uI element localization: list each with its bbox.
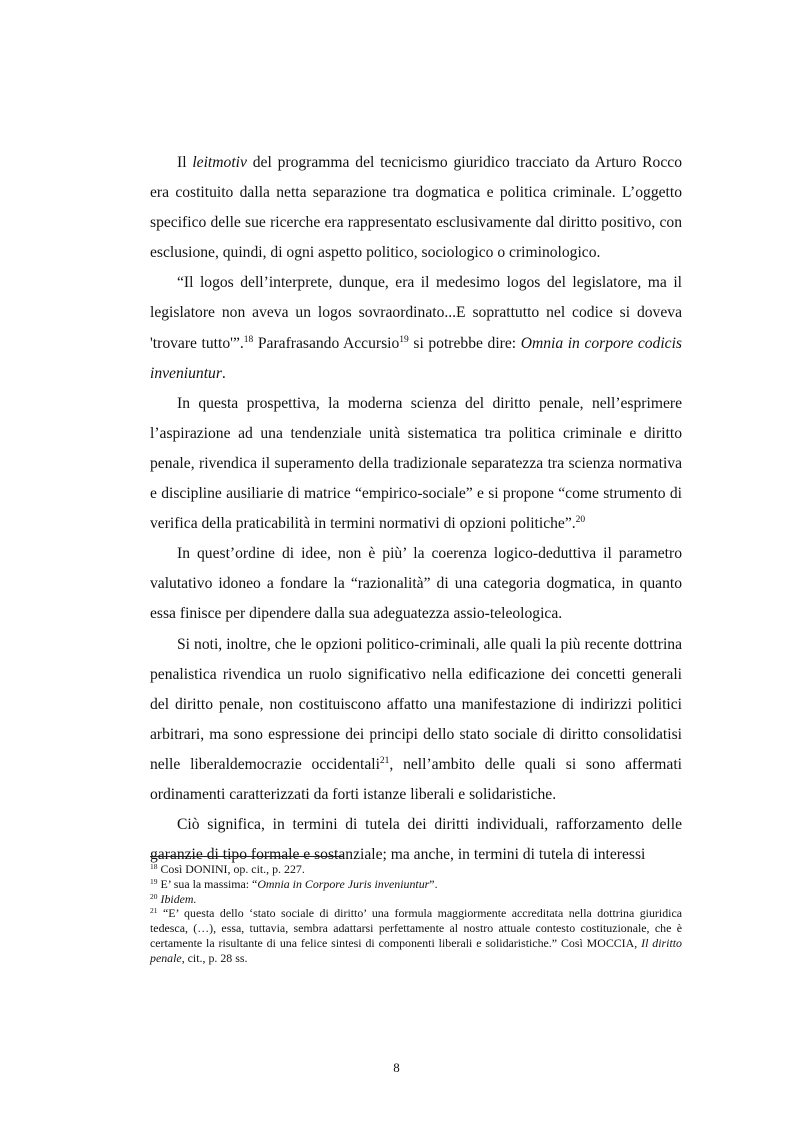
footnote-italic: Ibidem. — [160, 891, 197, 906]
footnote-20 — [150, 892, 682, 907]
footnote-number: 21 — [150, 906, 158, 916]
footnote-19 — [150, 877, 682, 892]
footnote-text: Così DONINI, op. cit., p. 227. — [157, 862, 305, 876]
text-run: In quest’ordine di idee, non è più’ la coerenza logico-deduttiva il parametro valutativo idoneo a fondare la “razionalità” di una categoria dogmatica, in quanto essa finisce per dipendere dalla sua adeguatezza assio-teleologica. — [150, 545, 682, 623]
paragraph-3 — [150, 389, 682, 539]
paragraph-4 — [150, 539, 682, 629]
footnote-ref-18[interactable]: 18 — [243, 334, 254, 345]
body-text — [150, 148, 682, 870]
footnote-text: “E’ questa dello ‘stato sociale di diritto’ una formula maggiormente accreditata nella dottrina giuridica tedesca, (…), essa, tuttavia, sembra adattarsi perfettamente al nostro attuale contesto costituzionale, che è certamente la risultante di una felice sintesi di componenti liberali e solidaristiche.” Così MOCCIA, — [150, 906, 682, 950]
text-run: . — [221, 364, 226, 382]
footnotes — [150, 862, 682, 966]
text-run: Ciò significa, in termini di tutela dei diritti individuali, rafforzamento delle garanzie di tipo formale e sostanziale; ma anche, in termini di tutela di interessi — [150, 816, 682, 864]
footnote-text: E’ sua la massima: “ — [157, 876, 258, 891]
text-run: del programma del tecnicismo giuridico tracciato da Arturo Rocco era costituito dalla netta separazione tra dogmatica e politica criminale. L’oggetto specifico delle sue ricerche era rappresentato esclusivamente dal diritto positivo, con esclusione, quindi, di ogni aspetto politico, sociologico o criminologico. — [150, 154, 682, 262]
footnote-ref-20[interactable]: 20 — [575, 515, 586, 526]
text-run: “Il logos dell’interprete, dunque, era il medesimo logos del legislatore, ma il legislatore non aveva un logos sovraordinato...E soprattutto nel codice si doveva 'trovare tutto'”. — [150, 274, 682, 352]
footnote-italic: Il diritto penale — [150, 935, 683, 965]
footnote-separator — [150, 856, 344, 857]
text-run: Parafrasando Accursio — [253, 334, 400, 352]
footnote-number: 20 — [150, 891, 158, 901]
italic-term: leitmotiv — [192, 154, 247, 171]
text-run: , nell’ambito delle quali si sono affermati ordinamenti caratterizzati da forti istanze liberali e solidaristiche. — [150, 755, 682, 803]
footnote-ref-19[interactable]: 19 — [399, 334, 409, 345]
text-run: In questa prospettiva, la moderna scienza del diritto penale, nell’esprimere l’aspirazione ad una tendenziale unità sistematica tra politica criminale e diritto penale, rivendica il superamento della tradizionale separatezza tra scienza normativa e discipline ausiliarie di matrice “empirico-sociale” e si propone “come strumento di verifica della praticabilità in termini normativi di opzioni politiche”. — [150, 394, 682, 533]
text-run: si potrebbe dire: — [408, 334, 521, 352]
footnote-text: ”. — [429, 876, 438, 891]
italic-quote: Omnia in corpore codicis inveniuntur — [150, 334, 682, 382]
paragraph-2 — [150, 268, 682, 388]
paragraph-1 — [150, 148, 682, 268]
page-number: 8 — [393, 1060, 400, 1075]
footnote-text: , cit., p. 28 ss. — [181, 950, 248, 965]
text-run: Il — [177, 154, 193, 171]
paragraph-5 — [150, 630, 682, 811]
footnote-18 — [150, 862, 682, 877]
footnote-number: 19 — [150, 876, 158, 886]
footnote-number: 18 — [150, 862, 158, 871]
footnote-ref-21[interactable]: 21 — [379, 755, 390, 766]
footnote-21 — [150, 906, 682, 965]
text-run: Si noti, inoltre, che le opzioni politico-criminali, alle quali la più recente dottrina penalistica rivendica un ruolo significativo nella edificazione dei concetti generali del diritto penale, non costituiscono affatto una manifestazione di indirizzi politici arbitrari, ma sono espressione dei principi dello stato sociale di diritto consolidatisi nelle liberaldemocrazie occidentali — [150, 635, 682, 773]
footnote-italic: Omnia in Corpore Juris inveniuntur — [257, 876, 430, 891]
